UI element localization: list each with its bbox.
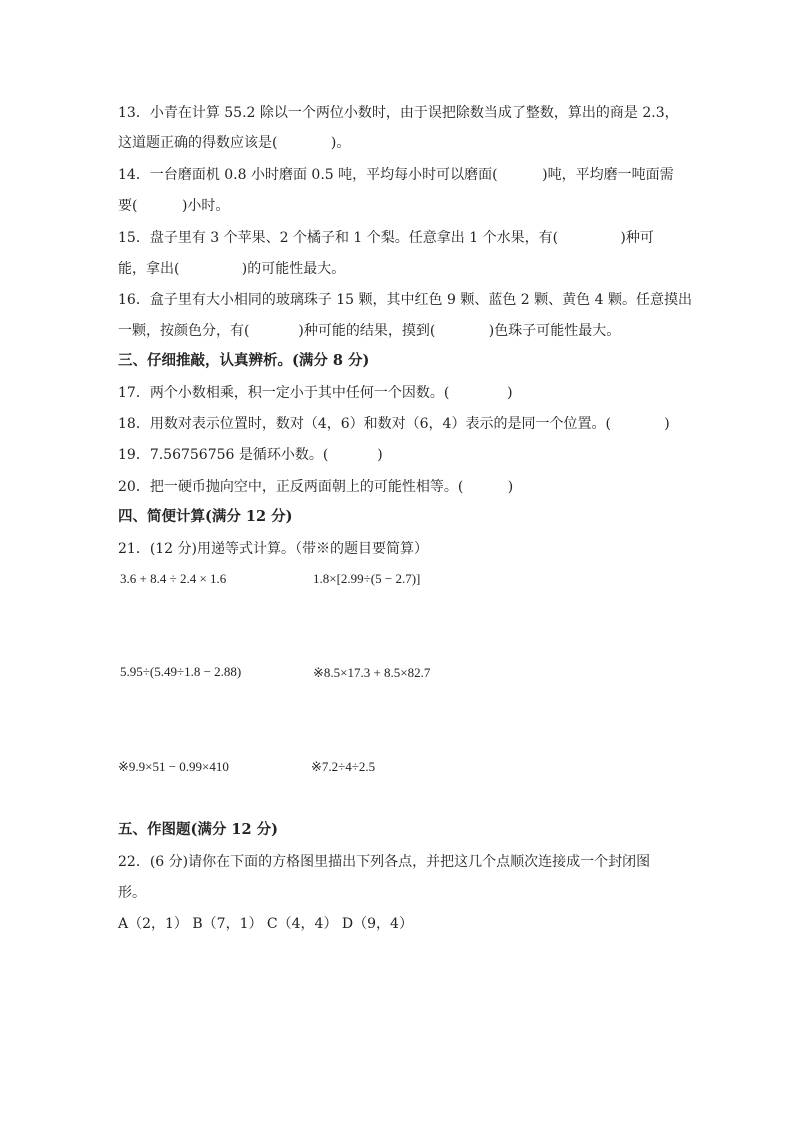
question-22-line-2: 形。 <box>118 885 146 901</box>
question-21: 21．(12 分)用递等式计算。（带※的题目要简算） <box>118 541 429 557</box>
question-16-line-2: 一颗，按颜色分，有( )种可能的结果，摸到( )色珠子可能性最大。 <box>118 323 621 339</box>
section-5-title: 五、作图题(满分 12 分) <box>118 821 278 838</box>
question-13-line-2: 这道题正确的得数应该是( )。 <box>118 135 351 151</box>
expression-4: ※8.5×17.3 + 8.5×82.7 <box>313 665 431 680</box>
question-14-line-2: 要( )小时。 <box>118 198 230 214</box>
question-17: 17．两个小数相乘，积一定小于其中任何一个因数。( ) <box>118 385 513 401</box>
question-19: 19．7.56756756 是循环小数。( ) <box>118 447 383 463</box>
section-3-title: 三、仔细推敲，认真辨析。(满分 8 分) <box>118 352 370 369</box>
question-16-line-1: 16．盒子里有大小相同的玻璃珠子 15 颗，其中红色 9 颗、蓝色 2 颗、黄色 4 颗。任意摸出 <box>118 292 692 308</box>
question-22-points: A（2，1） B（7，1） C（4，4） D（9，4） <box>118 916 413 932</box>
expression-6: ※7.2÷4÷2.5 <box>311 759 376 774</box>
expression-3: 5.95÷(5.49÷1.8 − 2.88) <box>120 664 242 679</box>
question-13-line-1: 13．小青在计算 55.2 除以一个两位小数时，由于误把除数当成了整数，算出的商是 2.3， <box>118 105 679 121</box>
expression-2: 1.8×[2.99÷(5 − 2.7)] <box>313 571 421 586</box>
question-15-line-1: 15．盘子里有 3 个苹果、2 个橘子和 1 个梨。任意拿出 1 个水果，有( )种可 <box>118 230 654 246</box>
expression-5: ※9.9×51 − 0.99×410 <box>118 759 229 774</box>
expression-1: 3.6 + 8.4 ÷ 2.4 × 1.6 <box>120 571 227 586</box>
question-20: 20．把一硬币抛向空中，正反两面朝上的可能性相等。( ) <box>118 479 514 495</box>
question-14-line-1: 14．一台磨面机 0.8 小时磨面 0.5 吨，平均每小时可以磨面( )吨，平均磨一吨面需 <box>118 167 674 183</box>
question-22-line-1: 22．(6 分)请你在下面的方格图里描出下列各点，并把这几个点顺次连接成一个封闭图 <box>118 854 651 870</box>
question-18: 18．用数对表示位置时，数对（4，6）和数对（6，4）表示的是同一个位置。( ) <box>118 416 670 432</box>
section-4-title: 四、简便计算(满分 12 分) <box>118 508 293 525</box>
question-15-line-2: 能，拿出( )的可能性最大。 <box>118 261 346 277</box>
